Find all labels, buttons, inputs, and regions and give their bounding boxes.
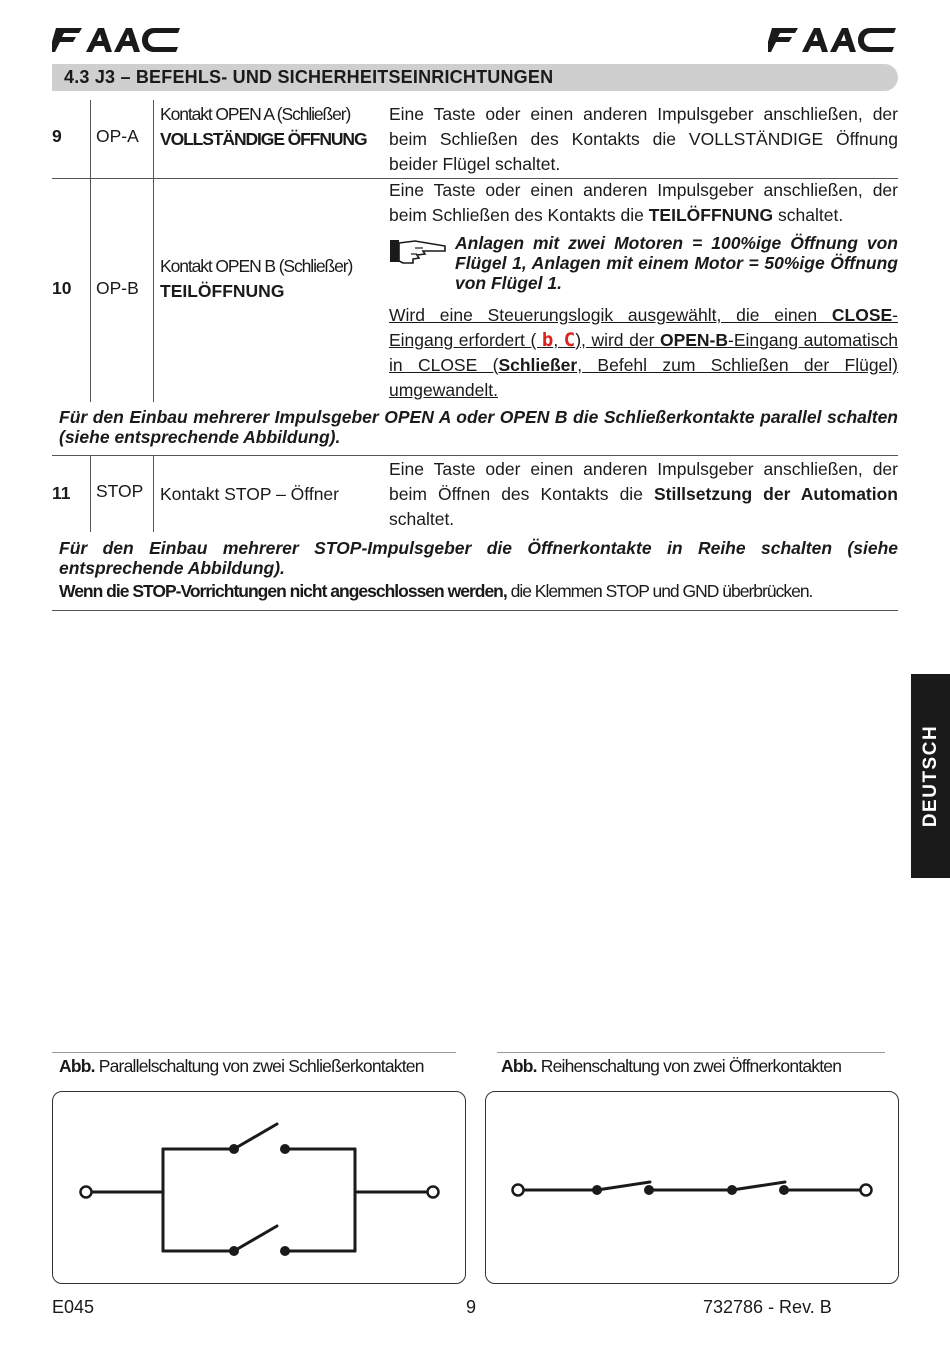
section-header xyxy=(52,64,898,91)
function-label: Kontakt OPEN B (Schließer) xyxy=(160,256,353,276)
column-divider xyxy=(90,456,91,532)
page-number: 9 xyxy=(466,1297,477,1317)
row-number: 11 xyxy=(52,483,71,503)
figure-caption-series: Abb. Reihenschaltung von zwei Öffnerkontakten xyxy=(501,1056,842,1076)
pointing-hand-icon xyxy=(389,236,449,268)
display-symbol-b: b xyxy=(541,329,554,351)
series-note: Für den Einbau mehrerer STOP-Impulsgeber die Öffnerkontakte in Reihe schalten (siehe entsprechende Abbildung). xyxy=(59,538,898,578)
figure-rule xyxy=(497,1052,885,1053)
figure-parallel xyxy=(52,1091,466,1284)
bridge-note: Wenn die STOP-Vorrichtungen nicht angeschlossen werden, die Klemmen STOP und GND überbrücken. xyxy=(59,581,813,601)
section-title: 4.3 J3 – BEFEHLS- UND SICHERHEITSEINRICHTUNGEN xyxy=(64,67,554,87)
terminal-code: OP-B xyxy=(96,278,139,298)
figure-series xyxy=(485,1091,899,1284)
logic-note: Wird eine Steuerungslogik ausgewählt, die einen CLOSE-Eingang erfordert ( b, C), wird der OPEN-B-Eingang automatisch in CLOSE (Schließer, Befehl zum Schließen der Flügel) umgewandelt. xyxy=(389,305,899,400)
figure-caption-parallel: Abb. Parallelschaltung von zwei Schließerkontakten xyxy=(59,1056,424,1076)
column-divider xyxy=(90,100,91,402)
footer-code: E045 xyxy=(52,1297,95,1317)
faac-logo-left xyxy=(52,22,182,56)
document-revision: 732786 - Rev. B xyxy=(703,1297,832,1317)
function-label: Kontakt STOP – Öffner xyxy=(160,484,339,504)
display-symbol-c: C xyxy=(563,329,576,351)
terminal-code: STOP xyxy=(96,481,144,501)
language-tab xyxy=(911,674,950,878)
column-divider xyxy=(153,456,154,532)
column-divider xyxy=(153,100,154,402)
row-divider xyxy=(52,455,898,456)
motor-note: Anlagen mit zwei Motoren = 100%ige Öffnung von Flügel 1, Anlagen mit einem Motor = 50%ige Öffnung von Flügel 1. xyxy=(455,233,898,293)
parallel-circuit-diagram xyxy=(53,1092,465,1283)
parallel-note: Für den Einbau mehrerer Impulsgeber OPEN A oder OPEN B die Schließerkontakte parallel schalten (siehe entsprechende Abbildung). xyxy=(59,407,898,447)
faac-logo-right xyxy=(768,22,898,56)
series-circuit-diagram xyxy=(486,1092,898,1283)
row-description: Eine Taste oder einen anderen Impulsgeber anschließen, der beim Schließen des Kontakts die TEILÖFFNUNG schaltet. xyxy=(389,180,898,225)
terminal-code: OP-A xyxy=(96,126,139,146)
language-tab-label: DEUTSCH xyxy=(919,724,941,828)
function-label: Kontakt OPEN A (Schließer) xyxy=(160,104,351,124)
row-number: 10 xyxy=(52,278,72,298)
row-description: Eine Taste oder einen anderen Impulsgeber anschließen, der beim Schließen des Kontakts die VOLLSTÄNDIGE Öffnung beider Flügel schaltet. xyxy=(389,104,898,174)
table-bottom-rule xyxy=(52,610,898,611)
figure-rule xyxy=(52,1052,456,1053)
function-name: VOLLSTÄNDIGE ÖFFNUNG xyxy=(160,129,367,149)
function-name: TEILÖFFNUNG xyxy=(160,281,285,301)
row-description: Eine Taste oder einen anderen Impulsgeber anschließen, der beim Öffnen des Kontakts die Stillsetzung der Automation schaltet. xyxy=(389,459,898,529)
row-number: 9 xyxy=(52,126,62,146)
